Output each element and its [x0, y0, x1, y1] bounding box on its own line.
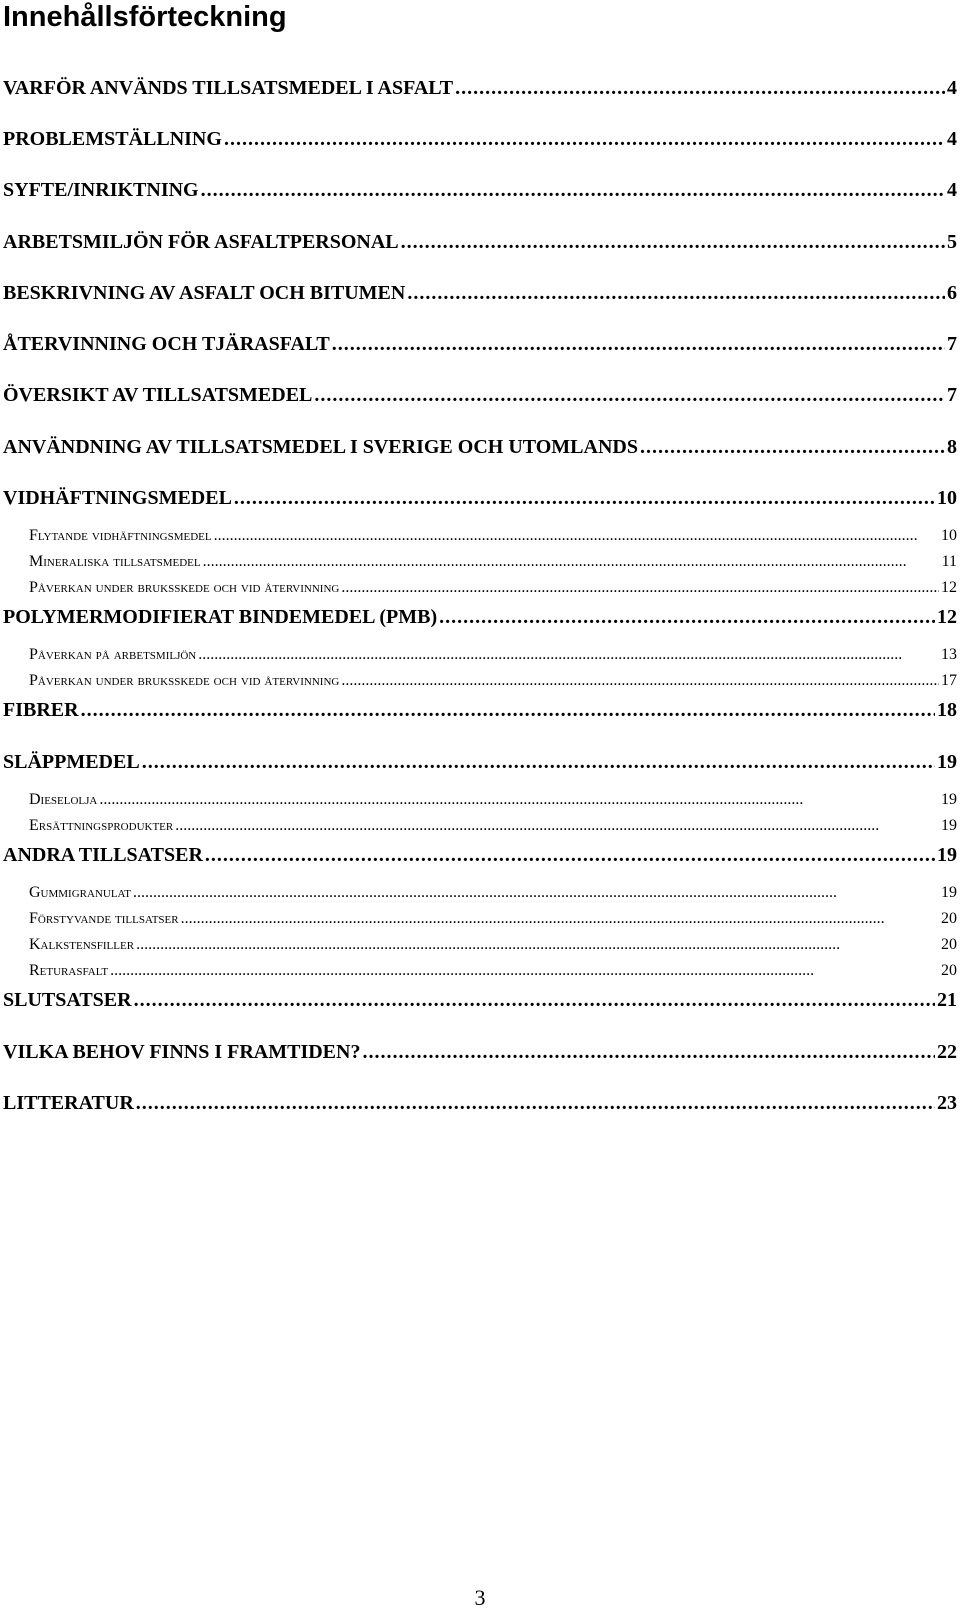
toc-entry[interactable]: [3, 698, 957, 722]
toc-entry-title: Flytande vidhäftningsmedel: [29, 527, 212, 544]
toc-subentry[interactable]: [29, 909, 957, 929]
toc-entry[interactable]: [3, 1040, 957, 1064]
toc-entry-page: 17: [941, 672, 957, 689]
toc-entry-title: ÖVERSIKT AV TILLSATSMEDEL: [3, 384, 313, 406]
toc-entry-page: 6: [947, 282, 957, 304]
toc-heading: Innehållsförteckning: [3, 1, 287, 33]
toc-entry-title: POLYMERMODIFIERAT BINDEMEDEL (PMB): [3, 606, 438, 628]
toc-entry-title: VILKA BEHOV FINNS I FRAMTIDEN?: [3, 1041, 361, 1063]
toc-entry-page: 11: [941, 553, 957, 570]
toc-entry-title: Påverkan under bruksskede och vid återvinning: [29, 579, 340, 596]
toc-entry-page: 23: [937, 1092, 957, 1114]
toc-entry-page: 18: [937, 699, 957, 721]
toc-dot-leader: [134, 988, 935, 1012]
toc-subentry[interactable]: [29, 526, 957, 546]
toc-entry-title: Gummigranulat: [29, 884, 131, 901]
toc-entry-title: ANDRA TILLSATSER: [3, 844, 203, 866]
toc-entry-page: 5: [947, 231, 957, 253]
toc-entry-title: Påverkan på arbetsmiljön: [29, 646, 197, 663]
toc-entry-page: 21: [937, 989, 957, 1011]
toc-entry-title: FIBRER: [3, 699, 79, 721]
toc-entry-title: SLUTSATSER: [3, 989, 132, 1011]
toc-entry-page: 13: [941, 646, 957, 663]
toc-subentry[interactable]: [29, 883, 957, 903]
toc-entry[interactable]: [3, 988, 957, 1012]
toc-entry-page: 19: [941, 817, 957, 834]
toc-dot-leader: [439, 605, 935, 629]
toc-entry-title: BESKRIVNING AV ASFALT OCH BITUMEN: [3, 282, 406, 304]
toc-entry[interactable]: [3, 750, 957, 774]
toc-subentry[interactable]: [29, 671, 957, 691]
toc-dot-leader: [110, 961, 939, 981]
toc-dot-leader: [401, 230, 945, 254]
toc-entry[interactable]: [3, 230, 957, 254]
toc-entry-title: PROBLEMSTÄLLNING: [3, 128, 222, 150]
toc-entry[interactable]: [3, 127, 957, 151]
toc-dot-leader: [205, 843, 935, 867]
toc-entry[interactable]: [3, 486, 957, 510]
toc-dot-leader: [136, 1091, 935, 1115]
toc-entry-page: 7: [947, 333, 957, 355]
toc-entry-title: SLÄPPMEDEL: [3, 751, 140, 773]
toc-entry-page: 4: [947, 128, 957, 150]
toc-entry-title: Påverkan under bruksskede och vid återvinning: [29, 672, 340, 689]
toc-dot-leader: [99, 790, 939, 810]
toc-entry[interactable]: [3, 435, 957, 459]
toc-entry-title: Returasfalt: [29, 962, 109, 979]
toc-entry[interactable]: [3, 383, 957, 407]
toc-dot-leader: [341, 671, 939, 691]
toc-dot-leader: [640, 435, 945, 459]
toc-entry-title: Ersättningsprodukter: [29, 817, 174, 834]
toc-entry-page: 8: [947, 436, 957, 458]
toc-dot-leader: [181, 909, 939, 929]
toc-entry-title: VIDHÄFTNINGSMEDEL: [3, 487, 232, 509]
toc-dot-leader: [224, 127, 945, 151]
toc-entry-page: 20: [941, 910, 957, 927]
toc-entry[interactable]: [3, 76, 957, 100]
toc-dot-leader: [407, 281, 945, 305]
toc-dot-leader: [203, 552, 940, 572]
toc-entry-page: 20: [941, 936, 957, 953]
toc-entry-title: SYFTE/INRIKTNING: [3, 179, 199, 201]
toc-entry[interactable]: [3, 605, 957, 629]
toc-dot-leader: [198, 645, 939, 665]
toc-subentry[interactable]: [29, 645, 957, 665]
toc-entry[interactable]: [3, 178, 957, 202]
toc-dot-leader: [136, 935, 939, 955]
toc-dot-leader: [214, 526, 939, 546]
toc-entry-page: 12: [941, 579, 957, 596]
toc-dot-leader: [362, 1040, 935, 1064]
toc-entry-page: 4: [947, 179, 957, 201]
toc-subentry[interactable]: [29, 790, 957, 810]
toc-entry-page: 20: [941, 962, 957, 979]
toc-entry-page: 22: [937, 1041, 957, 1063]
toc-entry-title: ÅTERVINNING OCH TJÄRASFALT: [3, 333, 330, 355]
toc-entry-page: 12: [937, 606, 957, 628]
toc-dot-leader: [142, 750, 935, 774]
toc-entry[interactable]: [3, 843, 957, 867]
toc-dot-leader: [314, 383, 945, 407]
toc-entry-page: 10: [937, 487, 957, 509]
toc-dot-leader: [81, 698, 935, 722]
toc-subentry[interactable]: [29, 935, 957, 955]
toc-dot-leader: [234, 486, 935, 510]
toc-entry-title: ARBETSMILJÖN FÖR ASFALTPERSONAL: [3, 231, 399, 253]
toc-entry-title: Förstyvande tillsatser: [29, 910, 179, 927]
toc-subentry[interactable]: [29, 578, 957, 598]
toc-dot-leader: [133, 883, 939, 903]
toc-dot-leader: [201, 178, 945, 202]
toc-entry-page: 19: [941, 884, 957, 901]
toc-entry-title: Dieselolja: [29, 791, 98, 808]
toc-entry-page: 4: [947, 77, 957, 99]
toc-entry-title: Kalkstensfiller: [29, 936, 135, 953]
toc-dot-leader: [175, 816, 939, 836]
toc-entry[interactable]: [3, 1091, 957, 1115]
toc-dot-leader: [341, 578, 939, 598]
toc-entry-title: ANVÄNDNING AV TILLSATSMEDEL I SVERIGE OCH UTOMLANDS: [3, 436, 638, 458]
toc-entry-title: VARFÖR ANVÄNDS TILLSATSMEDEL I ASFALT: [3, 77, 454, 99]
toc-dot-leader: [455, 76, 945, 100]
page-number: 3: [474, 1585, 486, 1610]
toc-entry-page: 19: [937, 844, 957, 866]
toc-subentry[interactable]: [29, 816, 957, 836]
toc-entry-page: 19: [941, 791, 957, 808]
toc-entry-page: 19: [937, 751, 957, 773]
toc-entry-page: 10: [941, 527, 957, 544]
toc-subentry[interactable]: [29, 961, 957, 981]
toc-entry-title: LITTERATUR: [3, 1092, 134, 1114]
toc-entry[interactable]: [3, 332, 957, 356]
toc-entry[interactable]: [3, 281, 957, 305]
toc-entry-title: Mineraliska tillsatsmedel: [29, 553, 201, 570]
toc-entry-page: 7: [947, 384, 957, 406]
toc-dot-leader: [332, 332, 945, 356]
toc-subentry[interactable]: [29, 552, 957, 572]
